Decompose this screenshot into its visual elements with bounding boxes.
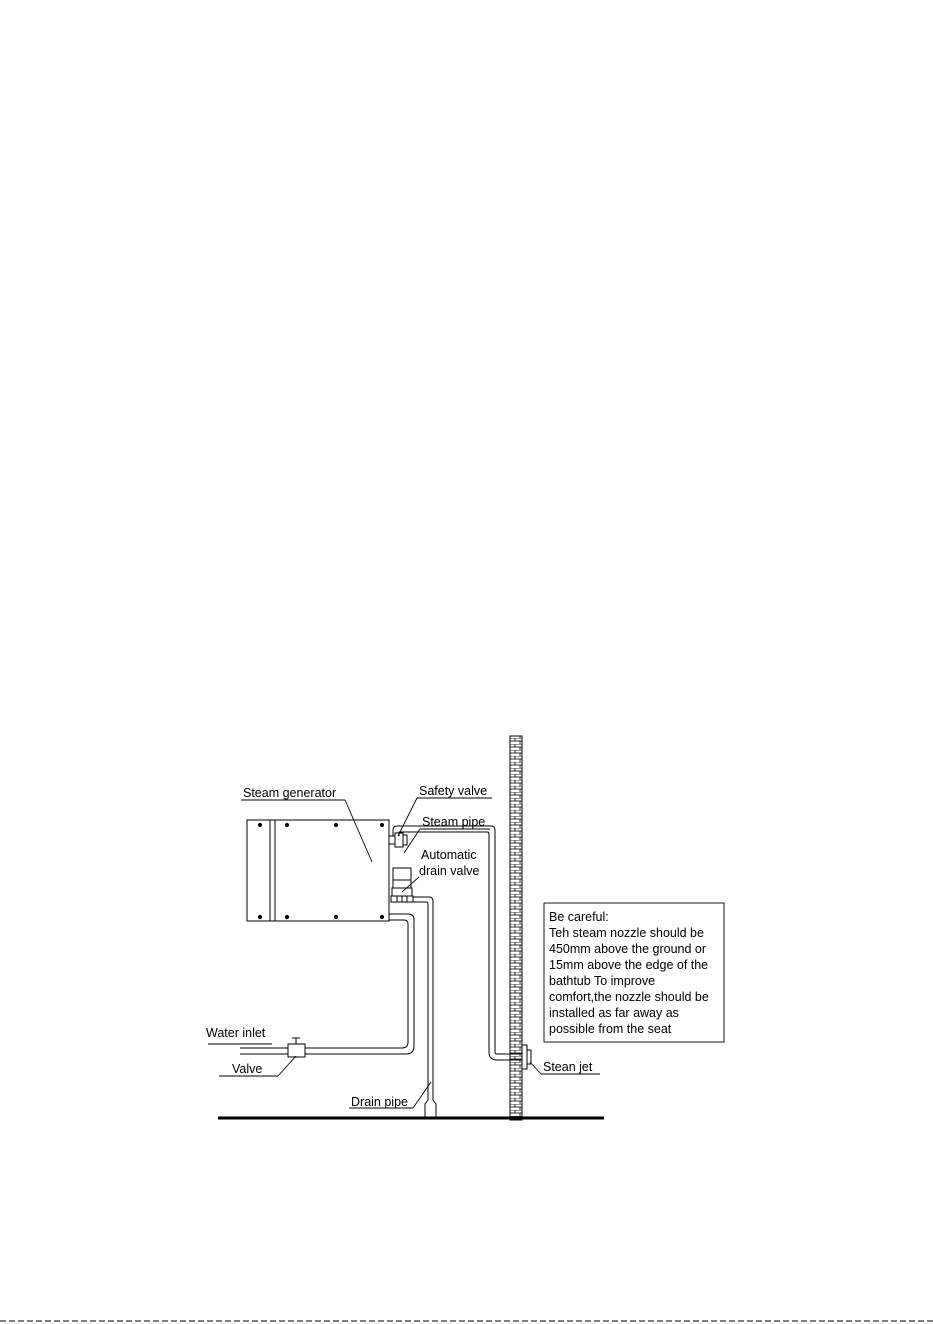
label-steam-generator: Steam generator <box>243 786 337 800</box>
brick-wall <box>510 736 522 1120</box>
label-steam-jet: Stean jet <box>543 1060 593 1074</box>
note-line: 450mm above the ground or <box>549 942 707 956</box>
label-water-inlet: Water inlet <box>206 1026 266 1040</box>
note-line: 15mm above the edge of the <box>549 958 709 972</box>
note-line: possible from the seat <box>549 1022 672 1036</box>
label-safety-valve: Safety valve <box>419 784 488 798</box>
note-line: comfort,the nozzle should be <box>549 990 709 1004</box>
steam-jet-nozzle <box>522 1045 531 1069</box>
label-steam-pipe: Steam pipe <box>422 815 486 829</box>
note-line: bathtub To improve <box>549 974 656 988</box>
label-automatic-drain-valve-1: Automatic <box>421 848 477 862</box>
label-automatic-drain-valve-2: drain valve <box>419 864 480 878</box>
caution-note <box>544 903 724 1042</box>
steam-generator-unit <box>247 820 389 921</box>
label-drain-pipe: Drain pipe <box>351 1095 408 1109</box>
note-line: Be careful: <box>549 910 609 924</box>
note-line: Teh steam nozzle should be <box>549 926 704 940</box>
label-valve: Valve <box>232 1062 263 1076</box>
inlet-valve <box>288 1038 305 1057</box>
drain-pipe <box>413 897 436 1118</box>
note-line: installed as far away as <box>549 1006 679 1020</box>
